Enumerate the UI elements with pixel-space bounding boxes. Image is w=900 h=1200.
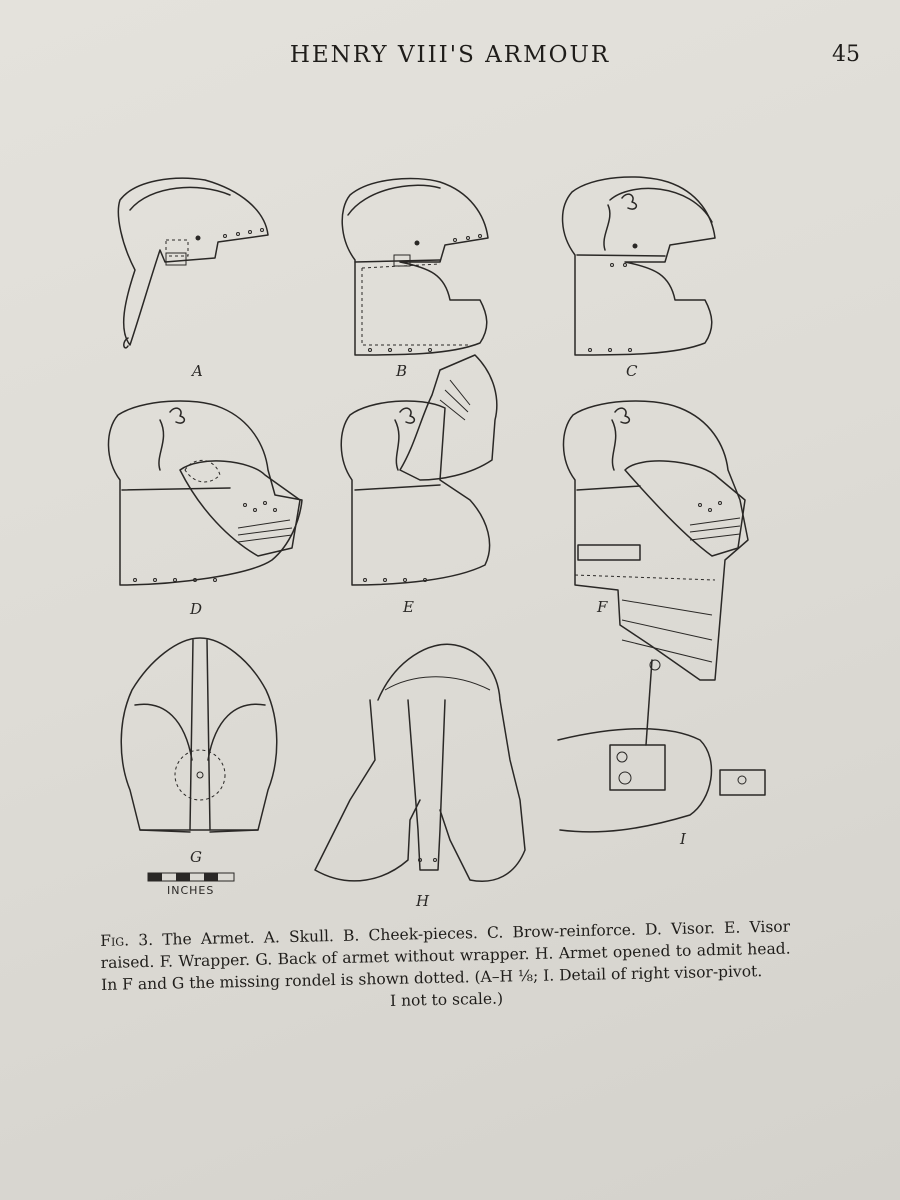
label-b: B bbox=[396, 362, 408, 380]
caption-key-f: F. bbox=[159, 952, 174, 971]
scale-bar bbox=[148, 873, 234, 881]
caption-text-f: Wrapper. bbox=[172, 950, 256, 971]
caption-text-a: Skull. bbox=[279, 926, 344, 947]
caption-key-a: A. bbox=[263, 928, 281, 947]
caption-in: In bbox=[100, 975, 123, 994]
figure-caption bbox=[100, 916, 792, 1018]
caption-key-g: G. bbox=[255, 950, 273, 969]
label-d: D bbox=[190, 600, 203, 618]
label-a: A bbox=[192, 362, 203, 380]
running-head: HENRY VIII'S ARMOUR bbox=[289, 42, 611, 68]
caption-text-g: Back of armet without wrapper. bbox=[271, 944, 536, 969]
caption-key-e: E. bbox=[723, 918, 741, 937]
caption-text-b: Cheek-pieces. bbox=[359, 923, 488, 945]
figure-c-brow-reinforce bbox=[563, 177, 715, 355]
caption-key-i: I. bbox=[542, 966, 555, 985]
label-i: I bbox=[680, 830, 686, 848]
figure-b-cheek-pieces bbox=[342, 178, 488, 355]
label-g: G bbox=[190, 848, 202, 866]
figure-a-skull bbox=[118, 178, 268, 348]
caption-title: 3. The Armet. bbox=[128, 928, 264, 950]
caption-ratio: ⅛; bbox=[512, 966, 539, 986]
caption-key-d: D. bbox=[644, 920, 663, 939]
caption-text-i: Detail of right visor-pivot. bbox=[554, 962, 763, 985]
page-number: 45 bbox=[832, 42, 860, 67]
label-c: C bbox=[626, 362, 638, 380]
caption-ref-g: G bbox=[171, 974, 185, 993]
caption-and: and bbox=[132, 974, 173, 994]
caption-not-to-scale: not to scale.) bbox=[395, 989, 504, 1010]
label-f: F bbox=[597, 598, 608, 616]
caption-rondel-note: the missing rondel is shown dotted. ( bbox=[184, 968, 481, 993]
caption-text-e: Visor raised. bbox=[100, 917, 791, 972]
figure-d-visor bbox=[108, 401, 302, 585]
figure-h-armet-opened bbox=[315, 644, 525, 881]
label-e: E bbox=[403, 598, 414, 616]
figure-g-back-of-armet bbox=[121, 638, 277, 832]
caption-text-d: Visor. bbox=[661, 918, 725, 939]
caption-key-b: B. bbox=[342, 926, 360, 945]
scale-bar-label: INCHES bbox=[167, 884, 215, 897]
caption-text-h: Armet opened to admit head. bbox=[553, 939, 791, 963]
caption-ref-f: F bbox=[122, 975, 134, 994]
caption-range: A–H bbox=[480, 967, 514, 987]
figure-f-wrapper bbox=[563, 401, 748, 680]
caption-text-c: Brow-reinforce. bbox=[503, 920, 646, 942]
caption-key-c: C. bbox=[486, 923, 504, 942]
caption-fig: Fig. bbox=[100, 931, 130, 950]
figure-e-visor-raised bbox=[341, 355, 497, 585]
caption-key-h: H. bbox=[534, 944, 554, 963]
caption-ref-i: I bbox=[389, 991, 397, 1010]
figure-i-visor-pivot-detail bbox=[558, 660, 765, 832]
label-h: H bbox=[416, 892, 430, 910]
